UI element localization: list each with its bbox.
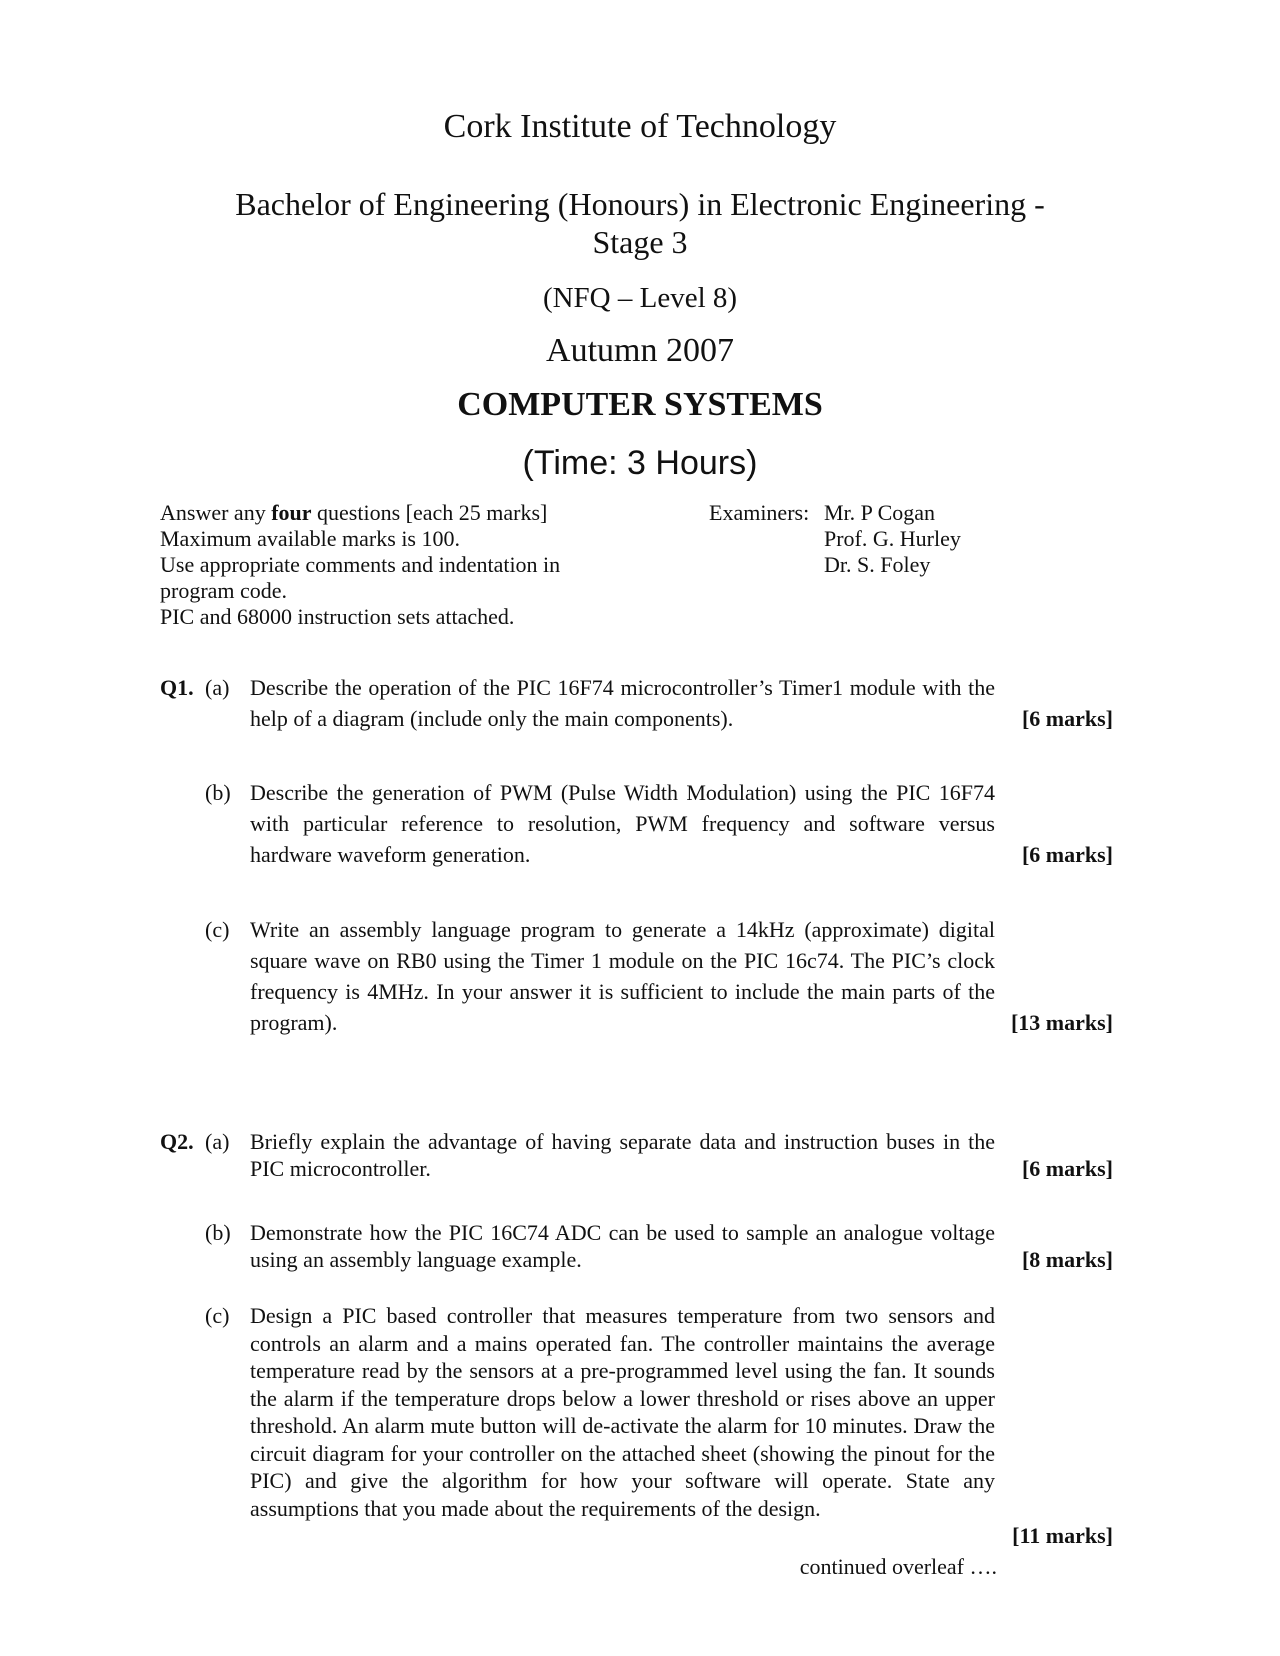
examiner-name: Dr. S. Foley (824, 552, 931, 577)
institution-title: Cork Institute of Technology (443, 108, 837, 145)
instruction-line-4: program code. (160, 578, 288, 603)
examiner-name: Prof. G. Hurley (824, 526, 961, 551)
instruction-line-1: Answer any four questions [each 25 marks] (160, 500, 548, 525)
exam-session: Autumn 2007 (546, 332, 734, 369)
marks-badge: [11 marks] (1012, 1523, 1113, 1548)
question-text: Design a PIC based controller that measures temperature from two sensors and controls an alarm and a mains operated fan. The controller maintains the average temperature read by the sensors at a pre-programmed level using the fan. It sounds the alarm if the temperature drops below a lower threshold or rises above an upper threshold. An alarm mute button will de-activate the alarm for 10 minutes. Draw the circuit diagram for your controller on the attached sheet (showing the pinout for the PIC) and give the algorithm for how your software will operate. State any assumptions that you made about the requirements of the design. (250, 1303, 995, 1521)
part-label: (a) (205, 675, 230, 700)
part-label: (a) (205, 1129, 230, 1154)
degree-title-line1: Bachelor of Engineering (Honours) in Electronic Engineering - (235, 186, 1045, 222)
question-text: Describe the generation of PWM (Pulse Width Modulation) using the PIC 16F74 with particular reference to resolution, PWM frequency and software versus hardware waveform generation. (250, 780, 995, 867)
subject-title: COMPUTER SYSTEMS (457, 386, 823, 423)
nfq-level: (NFQ – Level 8) (542, 282, 738, 314)
continued-overleaf-note: continued overleaf …. (799, 1554, 997, 1579)
exam-instructions (160, 500, 620, 630)
question-number: Q2. (160, 1129, 194, 1154)
part-label: (c) (205, 1303, 230, 1328)
part-label: (b) (205, 780, 231, 805)
part-label: (c) (205, 917, 230, 942)
marks-badge: [6 marks] (1021, 1156, 1113, 1181)
examiners-label: Examiners: (709, 500, 810, 525)
marks-badge: [6 marks] (1021, 706, 1113, 731)
marks-badge: [8 marks] (1021, 1247, 1113, 1272)
instruction-line-5: PIC and 68000 instruction sets attached. (160, 604, 515, 629)
question-text: Demonstrate how the PIC 16C74 ADC can be used to sample an analogue voltage using an assembly language example. (250, 1220, 995, 1272)
emphasis-four: four (271, 500, 312, 525)
question-text: Describe the operation of the PIC 16F74 microcontroller’s Timer1 module with the help of a diagram (include only the main components). (250, 675, 995, 731)
instruction-line-3: Use appropriate comments and indentation in (160, 552, 561, 577)
instruction-line-2: Maximum available marks is 100. (160, 526, 460, 551)
marks-badge: [6 marks] (1021, 842, 1113, 867)
question-text: Write an assembly language program to generate a 14kHz (approximate) digital square wave on RB0 using the Timer 1 module on the PIC 16c74. The PIC’s clock frequency is 4MHz. In your answer it is sufficient to include the main parts of the program). (250, 917, 995, 1035)
question-number: Q1. (160, 675, 194, 700)
examiners-list (824, 500, 961, 578)
examiner-name: Mr. P Cogan (824, 500, 936, 525)
degree-title-line2: Stage 3 (592, 224, 688, 260)
part-label: (b) (205, 1220, 231, 1245)
exam-duration: (Time: 3 Hours) (522, 444, 758, 482)
marks-badge: [13 marks] (1010, 1010, 1113, 1035)
question-text: Briefly explain the advantage of having separate data and instruction buses in the PIC microcontroller. (250, 1129, 995, 1181)
